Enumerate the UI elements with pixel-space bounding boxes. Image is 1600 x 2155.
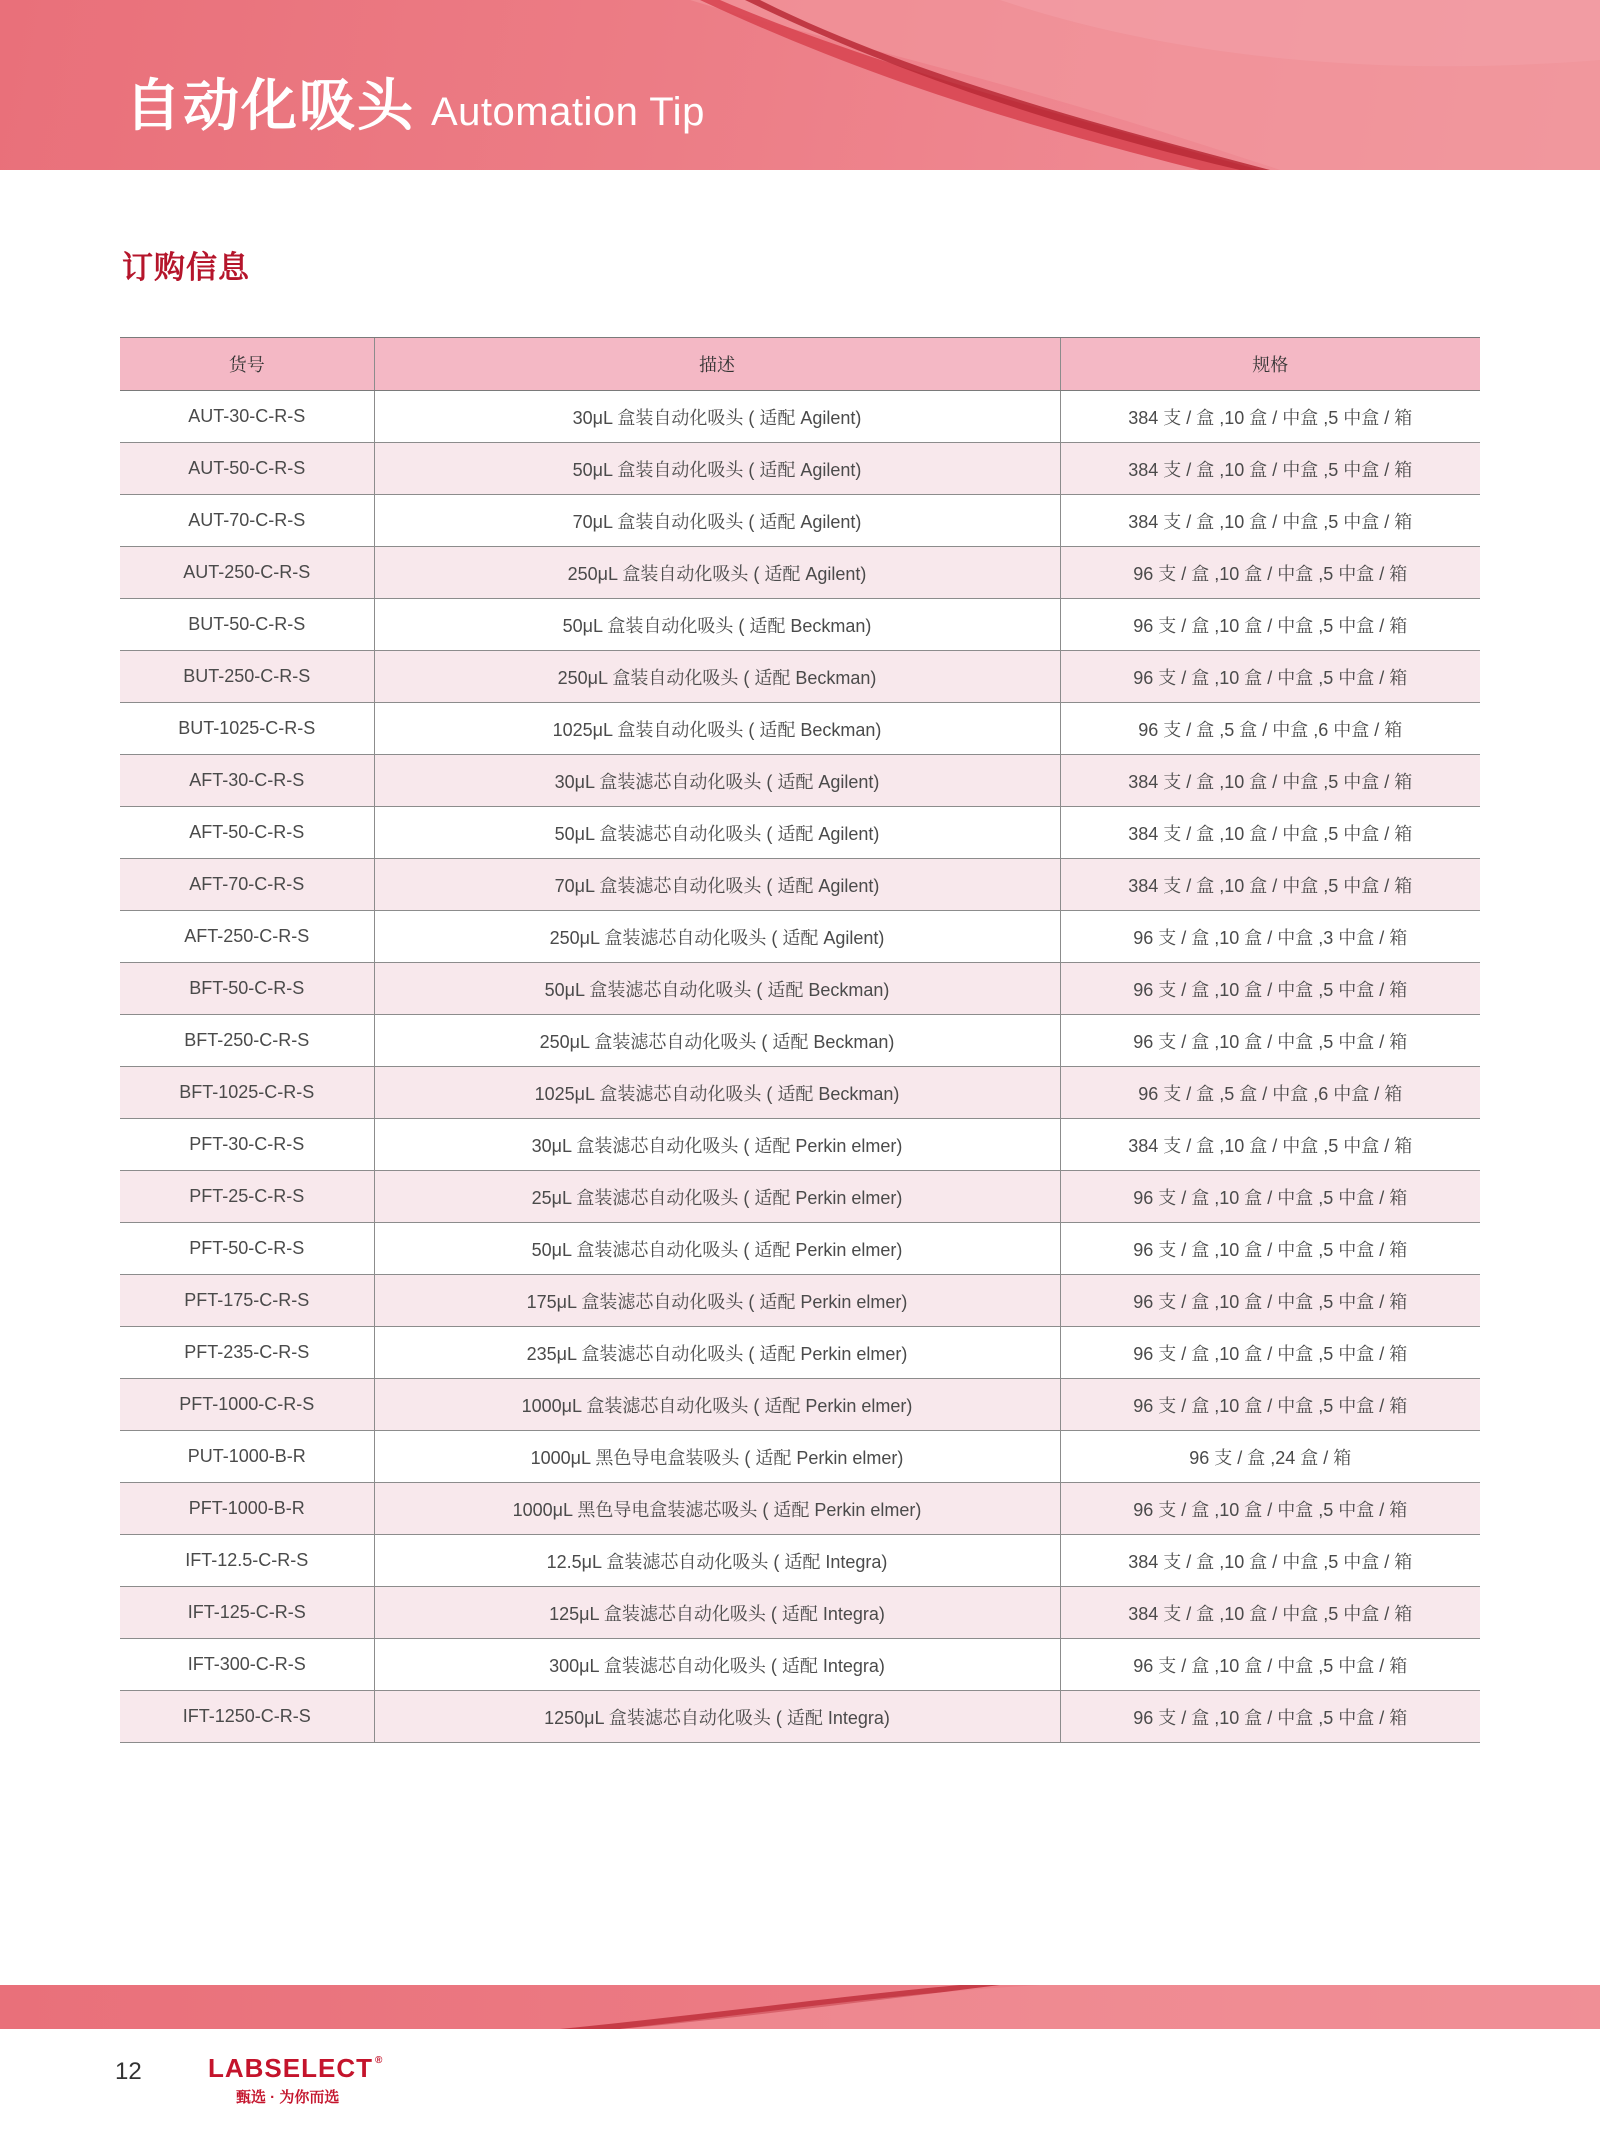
table-row [120,391,1480,443]
table-row [120,547,1480,599]
table-row [120,755,1480,807]
description-cell: 70μL 盒装滤芯自动化吸头 ( 适配 Agilent) [374,859,1060,911]
description-cell: 1025μL 盒装自动化吸头 ( 适配 Beckman) [374,703,1060,755]
description-cell: 1000μL 黑色导电盒装滤芯吸头 ( 适配 Perkin elmer) [374,1483,1060,1535]
sku-cell: AFT-250-C-R-S [120,911,374,963]
table-row [120,807,1480,859]
table-row [120,1535,1480,1587]
table-row [120,1171,1480,1223]
table-row [120,1015,1480,1067]
header-description: 描述 [374,338,1060,391]
sku-cell: BFT-1025-C-R-S [120,1067,374,1119]
description-cell: 1250μL 盒装滤芯自动化吸头 ( 适配 Integra) [374,1691,1060,1743]
table-row [120,1587,1480,1639]
description-cell: 125μL 盒装滤芯自动化吸头 ( 适配 Integra) [374,1587,1060,1639]
spec-cell: 96 支 / 盒 ,10 盒 / 中盒 ,5 中盒 / 箱 [1060,651,1480,703]
table-row [120,1275,1480,1327]
sku-cell: AUT-70-C-R-S [120,495,374,547]
sku-cell: BFT-50-C-R-S [120,963,374,1015]
description-cell: 30μL 盒装自动化吸头 ( 适配 Agilent) [374,391,1060,443]
table-row [120,911,1480,963]
spec-cell: 384 支 / 盒 ,10 盒 / 中盒 ,5 中盒 / 箱 [1060,1587,1480,1639]
table-row [120,443,1480,495]
spec-cell: 96 支 / 盒 ,10 盒 / 中盒 ,5 中盒 / 箱 [1060,599,1480,651]
spec-cell: 96 支 / 盒 ,5 盒 / 中盒 ,6 中盒 / 箱 [1060,1067,1480,1119]
header-spec: 规格 [1060,338,1480,391]
spec-cell: 384 支 / 盒 ,10 盒 / 中盒 ,5 中盒 / 箱 [1060,755,1480,807]
table-row [120,1691,1480,1743]
table-row [120,1223,1480,1275]
table-row [120,651,1480,703]
description-cell: 12.5μL 盒装滤芯自动化吸头 ( 适配 Integra) [374,1535,1060,1587]
sku-cell: AFT-70-C-R-S [120,859,374,911]
description-cell: 70μL 盒装自动化吸头 ( 适配 Agilent) [374,495,1060,547]
title-en: Automation Tip [431,90,705,134]
sku-cell: AFT-30-C-R-S [120,755,374,807]
spec-cell: 96 支 / 盒 ,10 盒 / 中盒 ,3 中盒 / 箱 [1060,911,1480,963]
description-cell: 25μL 盒装滤芯自动化吸头 ( 适配 Perkin elmer) [374,1171,1060,1223]
logo-tagline: 甄选 · 为你而选 [236,2089,340,2106]
spec-cell: 96 支 / 盒 ,10 盒 / 中盒 ,5 中盒 / 箱 [1060,963,1480,1015]
spec-cell: 96 支 / 盒 ,5 盒 / 中盒 ,6 中盒 / 箱 [1060,703,1480,755]
order-table [120,337,1480,1743]
table-row [120,1483,1480,1535]
table-body [120,391,1480,1743]
spec-cell: 384 支 / 盒 ,10 盒 / 中盒 ,5 中盒 / 箱 [1060,443,1480,495]
footer-band [0,1985,1600,2029]
spec-cell: 96 支 / 盒 ,10 盒 / 中盒 ,5 中盒 / 箱 [1060,1015,1480,1067]
footer-ribbon-decoration [0,1985,1600,2029]
table-row [120,495,1480,547]
description-cell: 235μL 盒装滤芯自动化吸头 ( 适配 Perkin elmer) [374,1327,1060,1379]
sku-cell: PFT-1000-B-R [120,1483,374,1535]
description-cell: 1025μL 盒装滤芯自动化吸头 ( 适配 Beckman) [374,1067,1060,1119]
description-cell: 1000μL 黑色导电盒装吸头 ( 适配 Perkin elmer) [374,1431,1060,1483]
sku-cell: AUT-250-C-R-S [120,547,374,599]
header-sku: 货号 [120,338,374,391]
sku-cell: PFT-175-C-R-S [120,1275,374,1327]
description-cell: 250μL 盒装自动化吸头 ( 适配 Beckman) [374,651,1060,703]
description-cell: 30μL 盒装滤芯自动化吸头 ( 适配 Agilent) [374,755,1060,807]
sku-cell: PFT-235-C-R-S [120,1327,374,1379]
spec-cell: 384 支 / 盒 ,10 盒 / 中盒 ,5 中盒 / 箱 [1060,859,1480,911]
section-title: 订购信息 [122,250,250,285]
sku-cell: IFT-12.5-C-R-S [120,1535,374,1587]
table-row [120,1379,1480,1431]
description-cell: 250μL 盒装滤芯自动化吸头 ( 适配 Agilent) [374,911,1060,963]
brand-logo [208,2053,418,2111]
sku-cell: BFT-250-C-R-S [120,1015,374,1067]
spec-cell: 96 支 / 盒 ,10 盒 / 中盒 ,5 中盒 / 箱 [1060,1639,1480,1691]
sku-cell: PUT-1000-B-R [120,1431,374,1483]
sku-cell: BUT-50-C-R-S [120,599,374,651]
header-banner [0,0,1600,170]
spec-cell: 96 支 / 盒 ,10 盒 / 中盒 ,5 中盒 / 箱 [1060,1483,1480,1535]
spec-cell: 384 支 / 盒 ,10 盒 / 中盒 ,5 中盒 / 箱 [1060,391,1480,443]
description-cell: 50μL 盒装自动化吸头 ( 适配 Agilent) [374,443,1060,495]
description-cell: 175μL 盒装滤芯自动化吸头 ( 适配 Perkin elmer) [374,1275,1060,1327]
sku-cell: PFT-50-C-R-S [120,1223,374,1275]
sku-cell: PFT-25-C-R-S [120,1171,374,1223]
spec-cell: 96 支 / 盒 ,10 盒 / 中盒 ,5 中盒 / 箱 [1060,1379,1480,1431]
table-header-row [120,338,1480,391]
sku-cell: PFT-30-C-R-S [120,1119,374,1171]
description-cell: 50μL 盒装滤芯自动化吸头 ( 适配 Perkin elmer) [374,1223,1060,1275]
table-row [120,1431,1480,1483]
spec-cell: 96 支 / 盒 ,24 盒 / 箱 [1060,1431,1480,1483]
sku-cell: AUT-50-C-R-S [120,443,374,495]
sku-cell: IFT-1250-C-R-S [120,1691,374,1743]
page-title [125,62,705,137]
sku-cell: BUT-250-C-R-S [120,651,374,703]
description-cell: 1000μL 盒装滤芯自动化吸头 ( 适配 Perkin elmer) [374,1379,1060,1431]
description-cell: 50μL 盒装滤芯自动化吸头 ( 适配 Agilent) [374,807,1060,859]
sku-cell: AUT-30-C-R-S [120,391,374,443]
spec-cell: 384 支 / 盒 ,10 盒 / 中盒 ,5 中盒 / 箱 [1060,1119,1480,1171]
spec-cell: 96 支 / 盒 ,10 盒 / 中盒 ,5 中盒 / 箱 [1060,1171,1480,1223]
sku-cell: AFT-50-C-R-S [120,807,374,859]
table-row [120,859,1480,911]
spec-cell: 96 支 / 盒 ,10 盒 / 中盒 ,5 中盒 / 箱 [1060,1275,1480,1327]
table-row [120,1327,1480,1379]
description-cell: 30μL 盒装滤芯自动化吸头 ( 适配 Perkin elmer) [374,1119,1060,1171]
description-cell: 250μL 盒装滤芯自动化吸头 ( 适配 Beckman) [374,1015,1060,1067]
table-row [120,1119,1480,1171]
description-cell: 250μL 盒装自动化吸头 ( 适配 Agilent) [374,547,1060,599]
sku-cell: IFT-300-C-R-S [120,1639,374,1691]
spec-cell: 96 支 / 盒 ,10 盒 / 中盒 ,5 中盒 / 箱 [1060,1327,1480,1379]
spec-cell: 96 支 / 盒 ,10 盒 / 中盒 ,5 中盒 / 箱 [1060,1691,1480,1743]
sku-cell: IFT-125-C-R-S [120,1587,374,1639]
logo-brand [208,2053,418,2084]
title-zh: 自动化吸头 [125,74,415,137]
page-number: 12 [115,2058,142,2085]
table-row [120,1639,1480,1691]
table-row [120,1067,1480,1119]
logo-registered-mark: ® [375,2055,384,2066]
spec-cell: 96 支 / 盒 ,10 盒 / 中盒 ,5 中盒 / 箱 [1060,1223,1480,1275]
spec-cell: 384 支 / 盒 ,10 盒 / 中盒 ,5 中盒 / 箱 [1060,1535,1480,1587]
description-cell: 300μL 盒装滤芯自动化吸头 ( 适配 Integra) [374,1639,1060,1691]
sku-cell: PFT-1000-C-R-S [120,1379,374,1431]
table-row [120,703,1480,755]
spec-cell: 384 支 / 盒 ,10 盒 / 中盒 ,5 中盒 / 箱 [1060,807,1480,859]
spec-cell: 96 支 / 盒 ,10 盒 / 中盒 ,5 中盒 / 箱 [1060,547,1480,599]
logo-brand-text: LABSELECT [208,2053,373,2083]
table-row [120,963,1480,1015]
spec-cell: 384 支 / 盒 ,10 盒 / 中盒 ,5 中盒 / 箱 [1060,495,1480,547]
description-cell: 50μL 盒装自动化吸头 ( 适配 Beckman) [374,599,1060,651]
description-cell: 50μL 盒装滤芯自动化吸头 ( 适配 Beckman) [374,963,1060,1015]
sku-cell: BUT-1025-C-R-S [120,703,374,755]
table-row [120,599,1480,651]
